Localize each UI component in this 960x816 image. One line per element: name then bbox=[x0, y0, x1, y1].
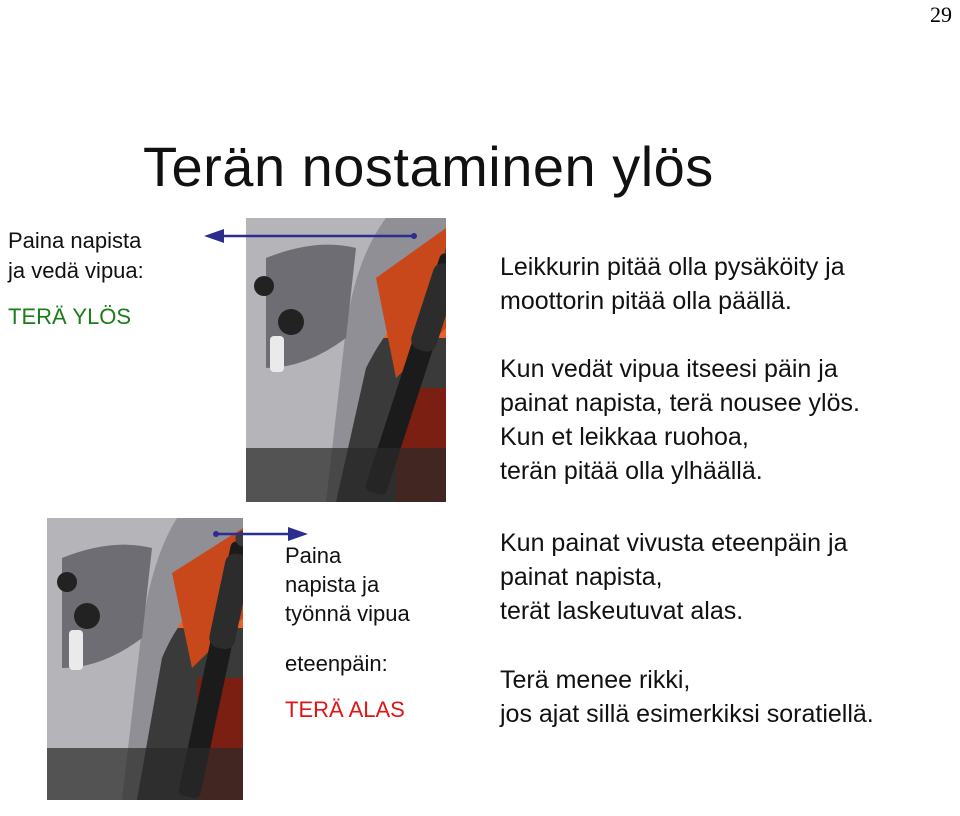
lever-lower-illustration bbox=[47, 518, 243, 800]
paragraph-line: terän pitää olla ylhäällä. bbox=[500, 457, 763, 485]
paragraph-line: moottorin pitää olla päällä. bbox=[500, 287, 792, 315]
lower-instruction bbox=[285, 541, 410, 628]
lower-instruction-step: eteenpäin: bbox=[285, 651, 388, 676]
lever-photo-lower bbox=[47, 518, 243, 800]
paragraph-line: Kun painat vivusta eteenpäin ja bbox=[500, 529, 848, 557]
blade-up-label: TERÄ YLÖS bbox=[8, 304, 132, 329]
paragraph-line: Kun vedät vipua itseesi päin ja bbox=[500, 355, 838, 383]
paragraph-warning bbox=[500, 663, 874, 731]
raise-instruction bbox=[8, 226, 144, 286]
page-number: 29 bbox=[930, 2, 952, 27]
raise-instruction-line: ja vedä vipua: bbox=[8, 258, 144, 283]
lower-instruction-line: napista ja bbox=[285, 572, 380, 597]
paragraph-line: Kun et leikkaa ruohoa, bbox=[500, 423, 749, 451]
page-title: Terän nostaminen ylös bbox=[143, 135, 714, 198]
lever-raise-illustration bbox=[246, 218, 446, 502]
paragraph-line: painat napista, terä nousee ylös. bbox=[500, 389, 860, 417]
paragraph-line: jos ajat sillä esimerkiksi soratiellä. bbox=[500, 700, 874, 728]
lower-instruction-line: Paina bbox=[285, 543, 342, 568]
lower-instruction-line: työnnä vipua bbox=[285, 601, 410, 626]
paragraph-line: terät laskeutuvat alas. bbox=[500, 597, 744, 625]
lever-photo-raise bbox=[246, 218, 446, 502]
paragraph-lower bbox=[500, 526, 847, 628]
paragraph-line: painat napista, bbox=[500, 563, 663, 591]
raise-instruction-line: Paina napista bbox=[8, 228, 142, 253]
paragraph-raise bbox=[500, 352, 860, 488]
blade-down-label: TERÄ ALAS bbox=[285, 697, 405, 722]
paragraph-line: Leikkurin pitää olla pysäköity ja bbox=[500, 253, 845, 281]
paragraph-parking bbox=[500, 250, 845, 318]
paragraph-line: Terä menee rikki, bbox=[500, 666, 691, 694]
